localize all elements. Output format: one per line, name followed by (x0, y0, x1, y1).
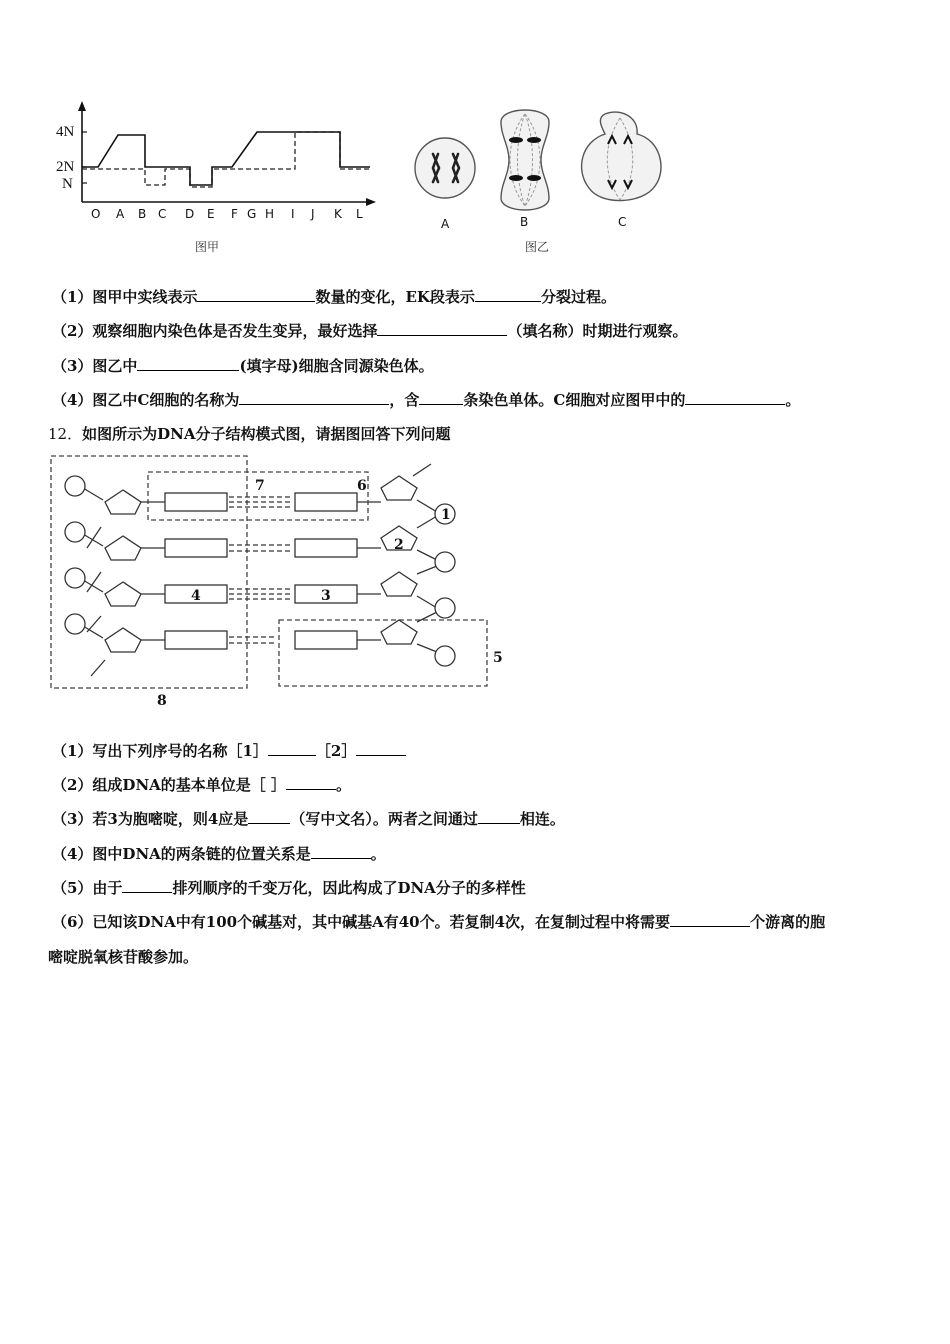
q12-p6-text-c: 嘧啶脱氧核苷酸参加。 (48, 948, 199, 966)
q12-part5 (52, 877, 526, 898)
answer-blank[interactable] (197, 287, 315, 302)
label-8: 8 (157, 693, 167, 709)
left-sugars (105, 490, 141, 652)
x-label-f: F (231, 207, 238, 221)
x-label-i: I (291, 207, 295, 221)
q12-p2-text-b: 。 (336, 776, 352, 794)
q11-p4-text-a: （4）图乙中C细胞的名称为 (52, 391, 240, 409)
cell-b (501, 110, 549, 229)
q12-p4-text-b: 。 (370, 845, 386, 863)
answer-blank[interactable] (478, 809, 520, 824)
q12-part2 (52, 774, 351, 795)
q12-heading (48, 423, 450, 444)
y-label-n: N (62, 176, 73, 192)
q11-part1 (52, 286, 616, 307)
q12-p1-text-b: ［2］ (315, 742, 357, 760)
q12-p3-text-a: （3）若3为胞嘧啶，则4应是 (52, 810, 249, 828)
x-label-l: L (356, 207, 363, 221)
answer-blank[interactable] (685, 390, 785, 405)
answer-blank[interactable] (475, 287, 541, 302)
q12-part6-cont (48, 946, 198, 967)
hydrogen-bonds (229, 497, 293, 643)
right-bases (295, 493, 357, 649)
figure-jia-chart (50, 95, 390, 265)
right-phosphates (435, 504, 455, 666)
q11-part4 (52, 389, 800, 410)
q11-p1-text-b: 数量的变化，EK段表示 (315, 288, 475, 306)
y-axis-arrow (78, 101, 86, 111)
dna-structure-diagram (45, 452, 515, 712)
q12-part6 (52, 911, 825, 932)
x-label-h: H (265, 207, 275, 221)
cell-a-label: A (441, 217, 450, 231)
answer-blank[interactable] (356, 741, 406, 756)
label-2: 2 (394, 537, 404, 553)
question-number: 12． (48, 425, 83, 443)
answer-blank[interactable] (670, 912, 750, 927)
q12-p5-text-b: 排列顺序的千变万化，因此构成了DNA分子的多样性 (172, 879, 526, 897)
q12-p2-text-a: （2）组成DNA的基本单位是［ ］ (52, 776, 287, 794)
answer-blank[interactable] (122, 878, 172, 893)
right-strand (413, 464, 437, 652)
answer-blank[interactable] (377, 321, 507, 336)
q11-p1-text-a: （1）图甲中实线表示 (52, 288, 198, 306)
label-1: 1 (441, 507, 451, 523)
q11-part2 (52, 320, 687, 341)
q12-part3 (52, 808, 565, 829)
answer-blank[interactable] (419, 390, 463, 405)
q12-part4 (52, 843, 386, 864)
q11-p2-text-a: （2）观察细胞内染色体是否发生变异，最好选择 (52, 322, 378, 340)
left-bases (165, 493, 227, 649)
q11-p3-text-b: (填字母)细胞含同源染色体。 (239, 357, 434, 375)
x-label-b: B (138, 207, 147, 221)
label-4: 4 (191, 588, 201, 604)
label-7: 7 (255, 478, 265, 494)
answer-blank[interactable] (268, 741, 316, 756)
x-label-d: D (185, 207, 195, 221)
answer-blank[interactable] (286, 775, 336, 790)
x-axis-arrow (366, 198, 376, 206)
figure-yi-cells (405, 100, 675, 260)
q11-p4-text-d: 。 (785, 391, 801, 409)
answer-blank[interactable] (137, 356, 239, 371)
answer-blank[interactable] (248, 809, 290, 824)
q12-p5-text-a: （5）由于 (52, 879, 123, 897)
x-label-k: K (334, 207, 342, 221)
q12-part1 (52, 740, 406, 761)
q12-p1-text-a: （1）写出下列序号的名称［1］ (52, 742, 268, 760)
figure-jia-caption: 图甲 (195, 240, 220, 254)
cell-a (415, 138, 475, 231)
right-base-links (357, 502, 381, 640)
label-5: 5 (493, 650, 503, 666)
right-sugars (381, 476, 417, 644)
q11-p3-text-a: （3）图乙中 (52, 357, 138, 375)
q12-p6-text-b: 个游离的胞 (750, 913, 826, 931)
y-label-4n: 4N (56, 124, 75, 140)
answer-blank[interactable] (311, 844, 371, 859)
x-label-g: G (247, 207, 257, 221)
label-3: 3 (321, 588, 331, 604)
dashed-series (82, 132, 370, 187)
q12-p6-text-a: （6）已知该DNA中有100个碱基对，其中碱基A有40个。若复制4次，在复制过程中将需要 (52, 913, 671, 931)
x-origin-label: O (91, 207, 101, 221)
x-label-e: E (207, 207, 215, 221)
q11-p4-text-b: ，含 (389, 391, 420, 409)
figure-yi-caption: 图乙 (525, 240, 550, 254)
q12-p3-text-c: 相连。 (519, 810, 565, 828)
left-phosphates (65, 476, 85, 634)
q11-p1-text-c: 分裂过程。 (540, 288, 616, 306)
x-label-c: C (158, 207, 167, 221)
answer-blank[interactable] (239, 390, 389, 405)
cell-c (582, 112, 661, 229)
cell-c-label: C (618, 215, 627, 229)
solid-series (82, 132, 370, 185)
left-strand (83, 488, 105, 676)
x-label-j: J (311, 207, 315, 221)
cell-b-label: B (520, 215, 529, 229)
y-label-2n: 2N (56, 159, 75, 175)
x-label-a: A (116, 207, 125, 221)
q11-p2-text-b: （填名称）时期进行观察。 (507, 322, 688, 340)
q12-p4-text-a: （4）图中DNA的两条链的位置关系是 (52, 845, 311, 863)
left-base-links (141, 502, 165, 640)
q11-part3 (52, 355, 434, 376)
label-6: 6 (357, 478, 367, 494)
q12-p3-text-b: （写中文名）。两者之间通过 (290, 810, 478, 828)
question-title: 如图所示为DNA分子结构模式图，请据图回答下列问题 (82, 425, 451, 443)
q11-p4-text-c: 条染色单体。C细胞对应图甲中的 (463, 391, 686, 409)
